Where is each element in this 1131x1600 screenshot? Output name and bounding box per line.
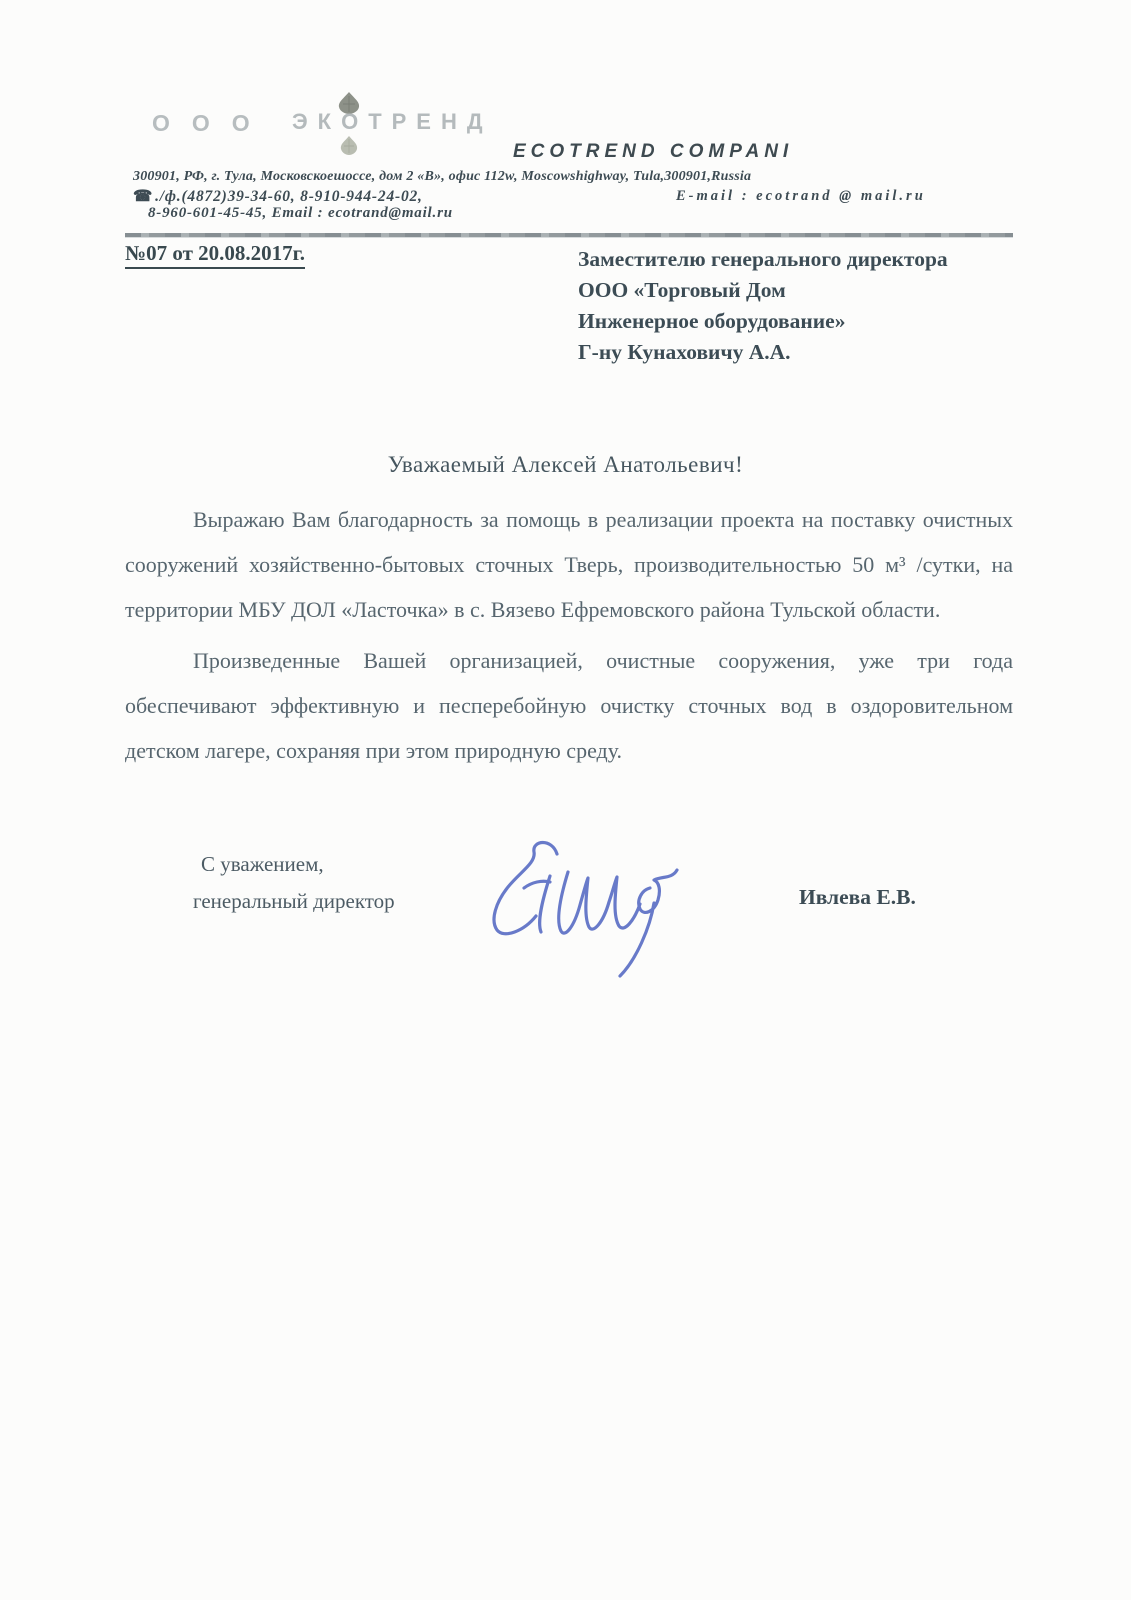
reference-number: №07 от 20.08.2017г. bbox=[125, 241, 305, 269]
recipient-line: Г-ну Кунаховичу А.А. bbox=[578, 340, 791, 364]
letter-body bbox=[125, 497, 1013, 779]
handwritten-signature bbox=[462, 830, 727, 985]
letterhead-email-right: E-mail : ecotrand @ mail.ru bbox=[676, 188, 926, 204]
logo-company-name: ЭКОТРЕНД bbox=[292, 109, 493, 134]
letterhead-phone-line-2: 8-960-601-45-45, Email : ecotrand@mail.ru bbox=[148, 205, 453, 221]
logo-org-prefix: ООО bbox=[152, 110, 272, 136]
body-paragraph: Произведенные Вашей организацией, очистные сооружения, уже три года обеспечивают эффективную и песперебойную очистку сточных вод в оздоровительном детском лагере, сохраняя при этом природную среду. bbox=[125, 648, 1013, 763]
company-name-latin: ECOTREND COMPANI bbox=[513, 141, 794, 162]
recipient-line: Инженерное оборудование» bbox=[578, 309, 846, 333]
body-paragraph: Выражаю Вам благодарность за помощь в реализации проекта на поставку очистных сооружений хозяйственно-бытовых сточных Тверь, производительностью 50 м³ /сутки, на территории МБУ ДОЛ «Ласточка» в с. Вязево Ефремовского района Тульской области. bbox=[125, 507, 1013, 622]
logo-leaf-bottom-icon bbox=[338, 136, 360, 160]
signer-name: Ивлева Е.В. bbox=[799, 885, 916, 909]
recipient-line: ООО «Торговый Дом bbox=[578, 278, 786, 302]
salutation: Уважаемый Алексей Анатольевич! bbox=[387, 452, 744, 477]
letterhead-address: 300901, РФ, г. Тула, Московскоешоссе, дом 2 «В», офис 112w, Moscowshighway, Tula,300901,Russia bbox=[133, 169, 752, 184]
recipient-line: Заместителю генерального директора bbox=[578, 247, 948, 271]
phone-numbers-1: ./ф.(4872)39-34-60, 8-910-944-24-02, bbox=[155, 188, 423, 205]
closing-regards: С уважением, bbox=[201, 852, 324, 876]
closing-signer-title: генеральный директор bbox=[193, 889, 395, 913]
letterhead-divider-rule bbox=[125, 233, 1013, 237]
recipient-block bbox=[578, 244, 948, 368]
letterhead-phone-line-1 bbox=[133, 187, 423, 206]
phone-icon: ☎ bbox=[133, 188, 154, 205]
